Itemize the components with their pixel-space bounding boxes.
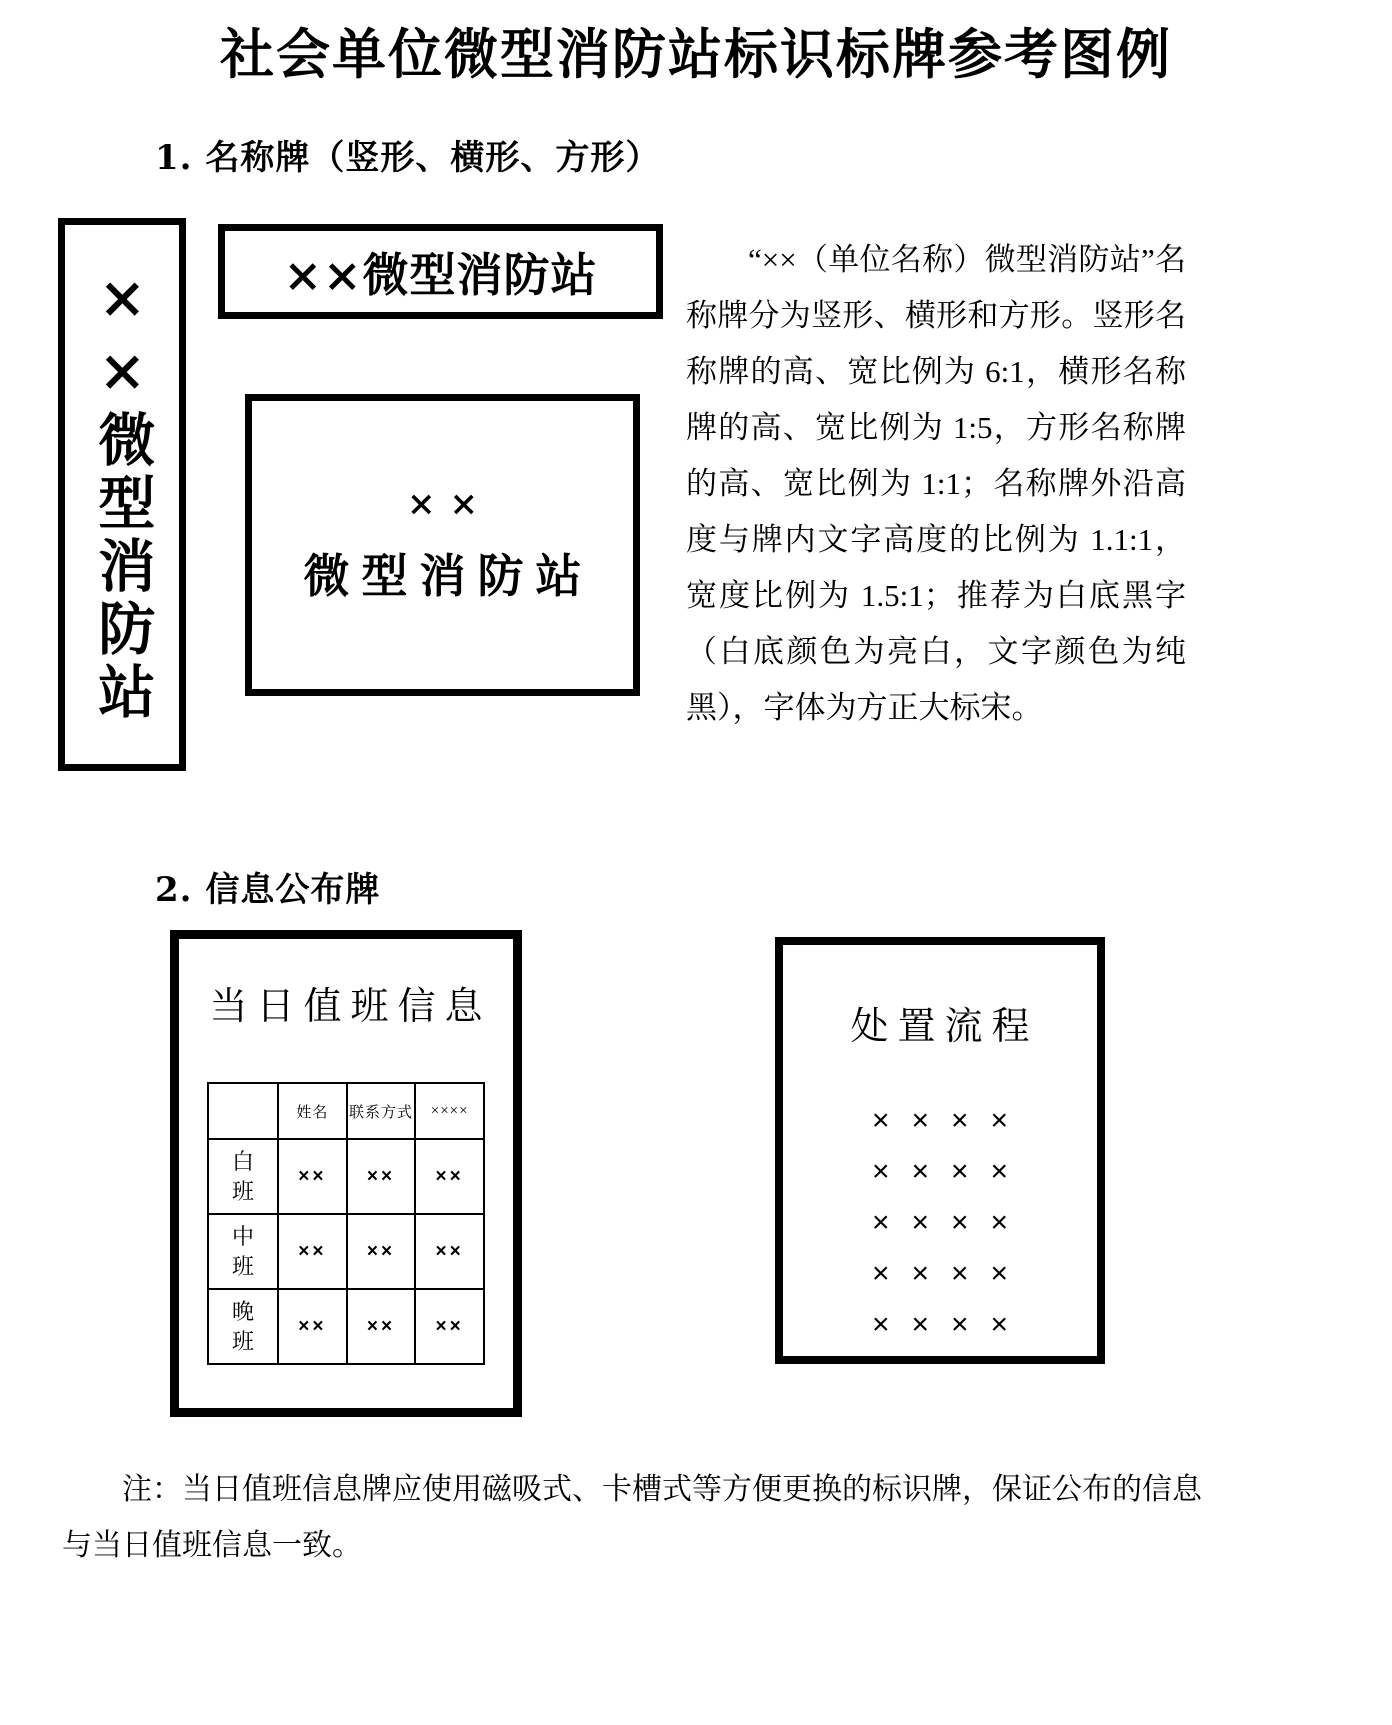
duty-table-header-contact: 联系方式 bbox=[347, 1083, 416, 1139]
process-flow-rows bbox=[783, 1095, 1097, 1350]
shift-char: 班 bbox=[231, 1253, 254, 1279]
duty-info-board bbox=[170, 930, 522, 1417]
name-plate-vertical bbox=[58, 218, 186, 771]
duty-cell-contact: ×× bbox=[347, 1139, 416, 1214]
duty-cell-other: ×× bbox=[415, 1214, 484, 1289]
process-flow-board bbox=[775, 937, 1105, 1364]
shift-char: 中 bbox=[231, 1223, 254, 1249]
duty-cell-name: ×× bbox=[278, 1289, 347, 1364]
duty-table-head bbox=[208, 1083, 484, 1139]
process-flow-board-title: 处置流程 bbox=[850, 1006, 1039, 1048]
shift-char: 班 bbox=[231, 1328, 254, 1354]
section-1-heading: 1. 名称牌（竖形、横形、方形） bbox=[155, 138, 661, 178]
duty-info-board-title: 当日值班信息 bbox=[209, 986, 492, 1028]
name-plate-description-paragraph: “××（单位名称）微型消防站”名称牌分为竖形、横形和方形。竖形名称牌的高、宽比例为 6:1，横形名称牌的高、宽比例为 1:5，方形名称牌的高、宽比例为 1:1；名称牌外沿高度与牌内文字高度的比例为 1.1:1，宽度比例为 1.5:1；推荐为白底黑字（白底颜色为亮白，文字颜色为纯黑），字体为方正大标宋。 bbox=[686, 242, 1186, 725]
table-row bbox=[208, 1214, 484, 1289]
name-plate-horizontal-label: ××微型消防站 bbox=[283, 247, 598, 302]
duty-table bbox=[207, 1082, 485, 1365]
process-flow-row: ×××× bbox=[871, 1308, 1031, 1341]
duty-cell-contact: ×× bbox=[347, 1214, 416, 1289]
name-plate-square-line2: 微型消防站 bbox=[303, 549, 594, 603]
duty-cell-other: ×× bbox=[415, 1289, 484, 1364]
duty-row-shift-night bbox=[208, 1289, 278, 1364]
duty-row-shift-mid bbox=[208, 1214, 278, 1289]
process-flow-row: ×××× bbox=[871, 1104, 1031, 1137]
duty-cell-contact: ×× bbox=[347, 1289, 416, 1364]
section-2-heading: 2. 信息公布牌 bbox=[155, 870, 381, 910]
duty-cell-other: ×× bbox=[415, 1139, 484, 1214]
name-plate-horizontal bbox=[218, 224, 663, 319]
name-plate-square-line1: ×× bbox=[407, 484, 492, 524]
table-row bbox=[208, 1139, 484, 1214]
duty-table-header-name: 姓名 bbox=[278, 1083, 347, 1139]
process-flow-row: ×××× bbox=[871, 1155, 1031, 1188]
duty-row-shift-day bbox=[208, 1139, 278, 1214]
shift-char: 班 bbox=[231, 1178, 254, 1204]
duty-table-header-other: ×××× bbox=[415, 1083, 484, 1139]
page-title: 社会单位微型消防站标识标牌参考图例 bbox=[220, 22, 1172, 86]
duty-cell-name: ×× bbox=[278, 1139, 347, 1214]
process-flow-row: ×××× bbox=[871, 1206, 1031, 1239]
duty-table-header-shift bbox=[208, 1083, 278, 1139]
process-flow-row: ×××× bbox=[871, 1257, 1031, 1290]
footer-note: 注：当日值班信息牌应使用磁吸式、卡槽式等方便更换的标识牌，保证公布的信息与当日值班信息一致。 bbox=[62, 1473, 1202, 1562]
name-plate-square-inner bbox=[252, 401, 633, 689]
shift-char: 白 bbox=[231, 1148, 254, 1174]
duty-table-body bbox=[208, 1139, 484, 1364]
name-plate-square bbox=[245, 394, 640, 696]
duty-cell-name: ×× bbox=[278, 1214, 347, 1289]
shift-char: 晚 bbox=[231, 1298, 254, 1324]
table-row bbox=[208, 1289, 484, 1364]
name-plate-vertical-label: ××微型消防站 bbox=[88, 264, 156, 725]
duty-table-header-row bbox=[208, 1083, 484, 1139]
